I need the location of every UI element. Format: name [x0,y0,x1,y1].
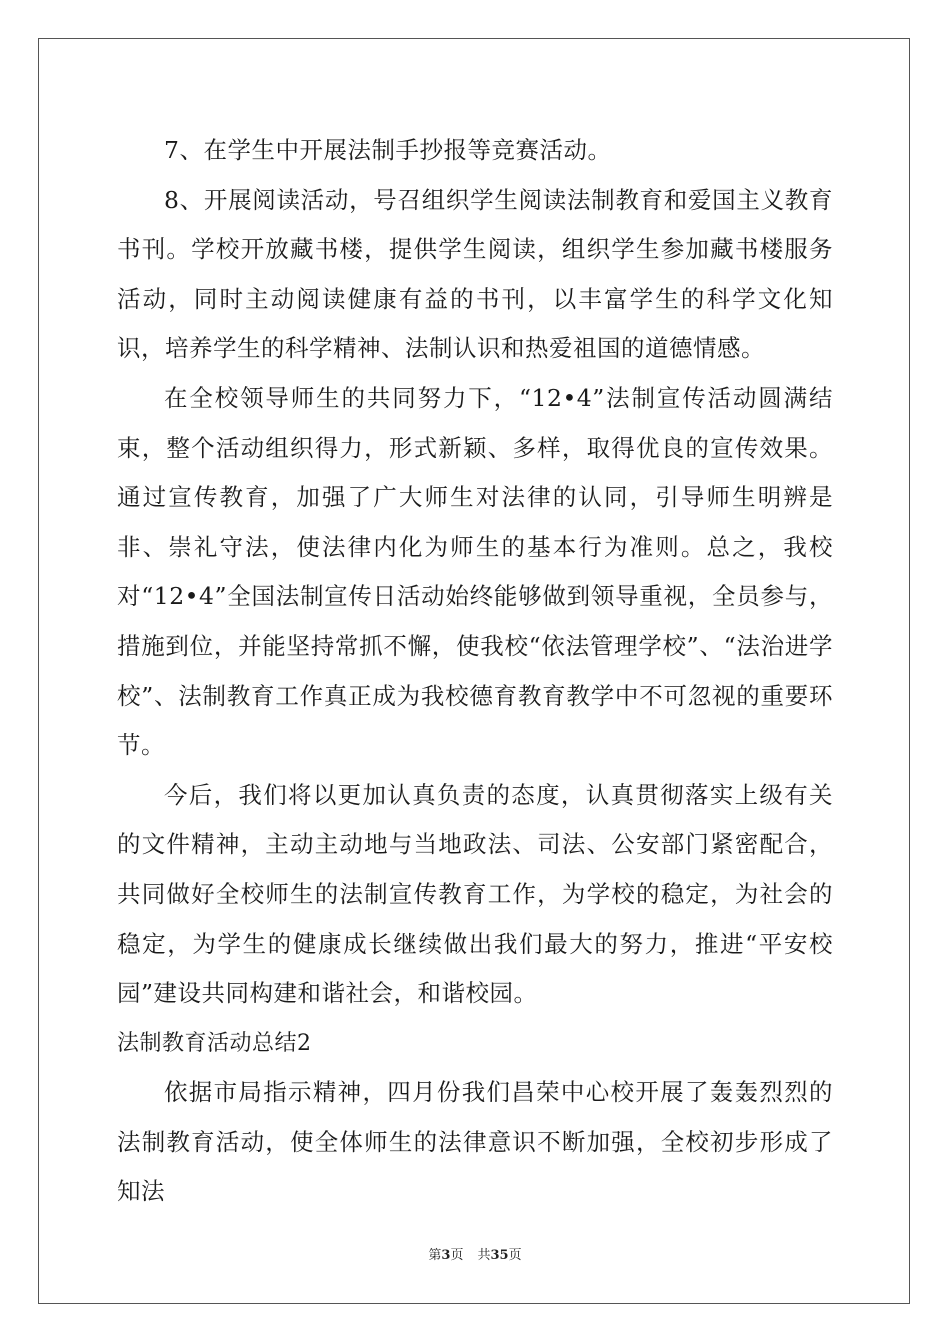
paragraph-future: 今后，我们将以更加认真负责的态度，认真贯彻落实上级有关的文件精神，主动主动地与当地政法、司法、公安部门紧密配合，共同做好全校师生的法制宣传教育工作，为学校的稳定，为社会的稳定，为学生的健康成长继续做出我们最大的努力，推进“平安校园”建设共同构建和谐社会，和谐校园。 [117,780,833,1008]
page-prefix: 第 [428,1248,442,1263]
page-suffix: 页 [450,1248,464,1263]
total-suffix: 页 [508,1248,522,1263]
page-footer [0,1244,950,1263]
paragraph-summary: 在全校领导师生的共同努力下，“12•4”法制宣传活动圆满结束，整个活动组织得力，形式新颖、多样，取得优良的宣传效果。通过宣传教育，加强了广大师生对法律的认同，引导师生明辨是非、崇礼守法，使法律内化为师生的基本行为准则。总之，我校对“12•4”全国法制宣传日活动始终能够做到领导重视，全员参与，措施到位，并能坚持常抓不懈，使我校“依法管理学校”、“法治进学校”、法制教育工作真正成为我校德育教育教学中不可忽视的重要环节。 [117,383,833,760]
total-prefix: 共 [477,1248,491,1263]
document-body [117,126,833,1217]
section-heading: 法制教育活动总结2 [117,1030,312,1056]
paragraph-item-8: 8、开展阅读活动，号召组织学生阅读法制教育和爱国主义教育书刊。学校开放藏书楼，提供学生阅读，组织学生参加藏书楼服务活动，同时主动阅读健康有益的书刊，以丰富学生的科学文化知识，培养学生的科学精神、法制认识和热爱祖国的道德情感。 [117,185,833,363]
page-number-current: 3 [441,1248,451,1263]
paragraph-item-7: 7、在学生中开展法制手抄报等竞赛活动。 [164,136,612,164]
page-number-total: 35 [490,1248,509,1263]
paragraph-intro: 依据市局指示精神，四月份我们昌荣中心校开展了轰轰烈烈的法制教育活动，使全体师生的法律意识不断加强，全校初步形成了知法 [117,1078,833,1206]
